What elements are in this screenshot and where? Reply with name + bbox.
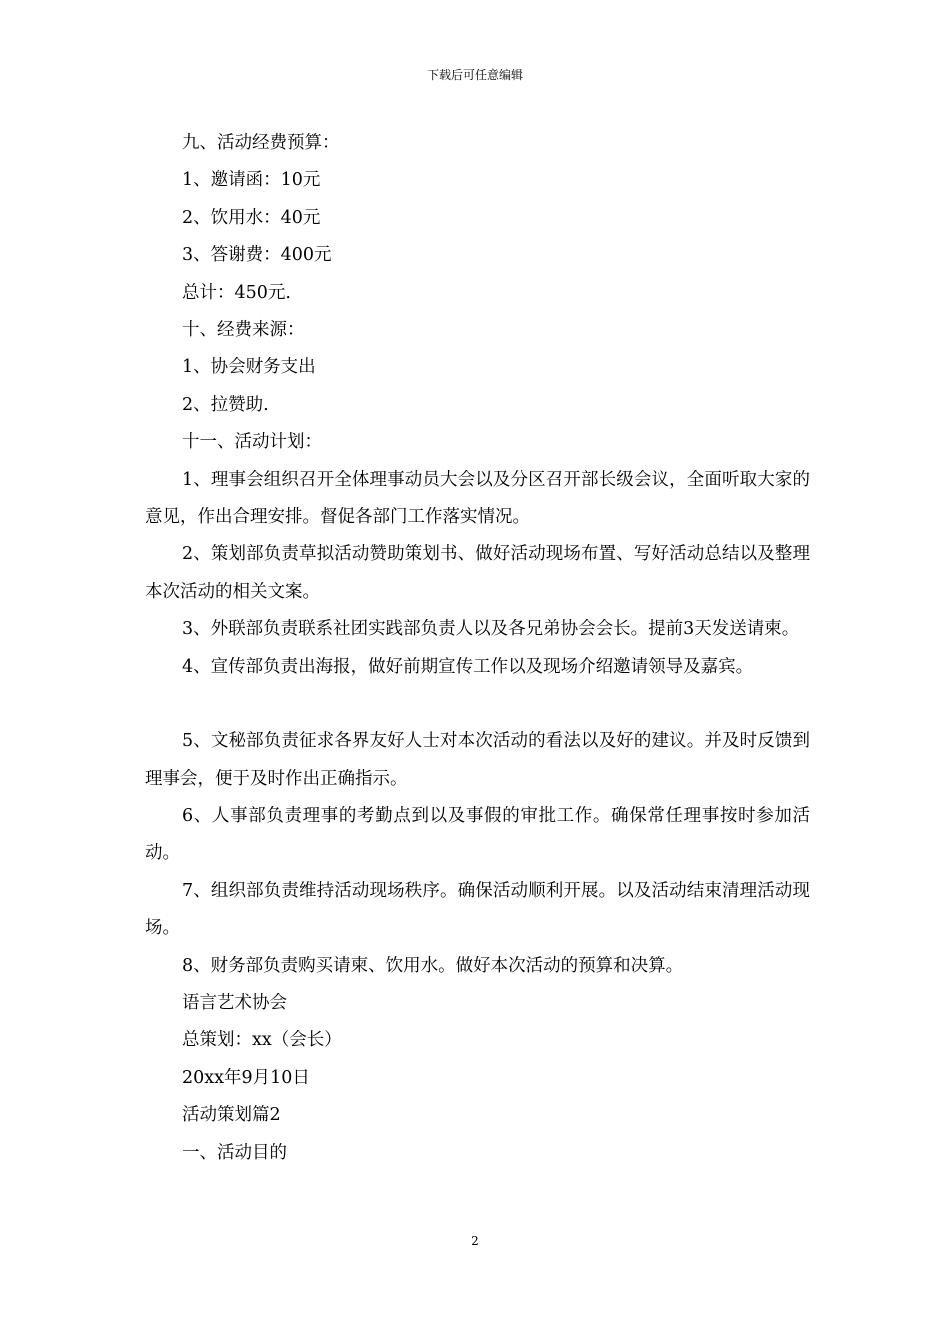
plan-item-1: 1、理事会组织召开全体理事动员大会以及分区召开部长级会议，全面听取大家的意见，作出合理安排。督促各部门工作落实情况。 bbox=[145, 469, 810, 528]
section-heading-purpose: 一、活动目的 bbox=[182, 1142, 287, 1163]
document-body bbox=[145, 125, 810, 1172]
document-date: 20xx年9月10日 bbox=[182, 1067, 310, 1088]
plan-item-7: 7、组织部负责维持活动现场秩序。确保活动顺利开展。以及活动结束清理活动现场。 bbox=[145, 880, 810, 939]
organization-name: 语言艺术协会 bbox=[182, 992, 287, 1013]
section-heading-budget: 九、活动经费预算： bbox=[182, 133, 340, 153]
budget-total: 总计：450元. bbox=[182, 282, 291, 303]
budget-item-water: 2、饮用水：40元 bbox=[182, 207, 321, 228]
chief-planner: 总策划：xx（会长） bbox=[182, 1030, 342, 1051]
plan-item-8: 8、财务部负责购买请柬、饮用水。做好本次活动的预算和决算。 bbox=[182, 955, 684, 976]
section-heading-funding: 十、经费来源： bbox=[182, 320, 305, 341]
plan-item-3: 3、外联部负责联系社团实践部负责人以及各兄弟协会会长。提前3天发送请柬。 bbox=[182, 619, 800, 640]
plan-item-6: 6、人事部负责理事的考勤点到以及事假的审批工作。确保常任理事按时参加活动。 bbox=[145, 805, 810, 864]
budget-item-thanks: 3、答谢费：400元 bbox=[182, 245, 332, 266]
plan-item-2: 2、策划部负责草拟活动赞助策划书、做好活动现场布置、写好活动总结以及整理本次活动的相关文案。 bbox=[145, 544, 810, 602]
next-article-title: 活动策划篇2 bbox=[182, 1105, 281, 1126]
paragraph-gap bbox=[145, 686, 810, 723]
plan-item-4: 4、宣传部负责出海报，做好前期宣传工作以及现场介绍邀请领导及嘉宾。 bbox=[182, 656, 754, 677]
funding-item-finance: 1、协会财务支出 bbox=[182, 357, 316, 378]
section-heading-plan: 十一、活动计划： bbox=[182, 432, 322, 453]
budget-item-invitation: 1、邀请函：10元 bbox=[182, 170, 321, 191]
page-header-note: 下载后可任意编辑 bbox=[426, 68, 523, 82]
plan-item-5: 5、文秘部负责征求各界友好人士对本次活动的看法以及好的建议。并及时反馈到理事会，便于及时作出正确指示。 bbox=[145, 731, 810, 789]
funding-item-sponsor: 2、拉赞助. bbox=[182, 394, 269, 415]
page-number: 2 bbox=[471, 1234, 479, 1248]
